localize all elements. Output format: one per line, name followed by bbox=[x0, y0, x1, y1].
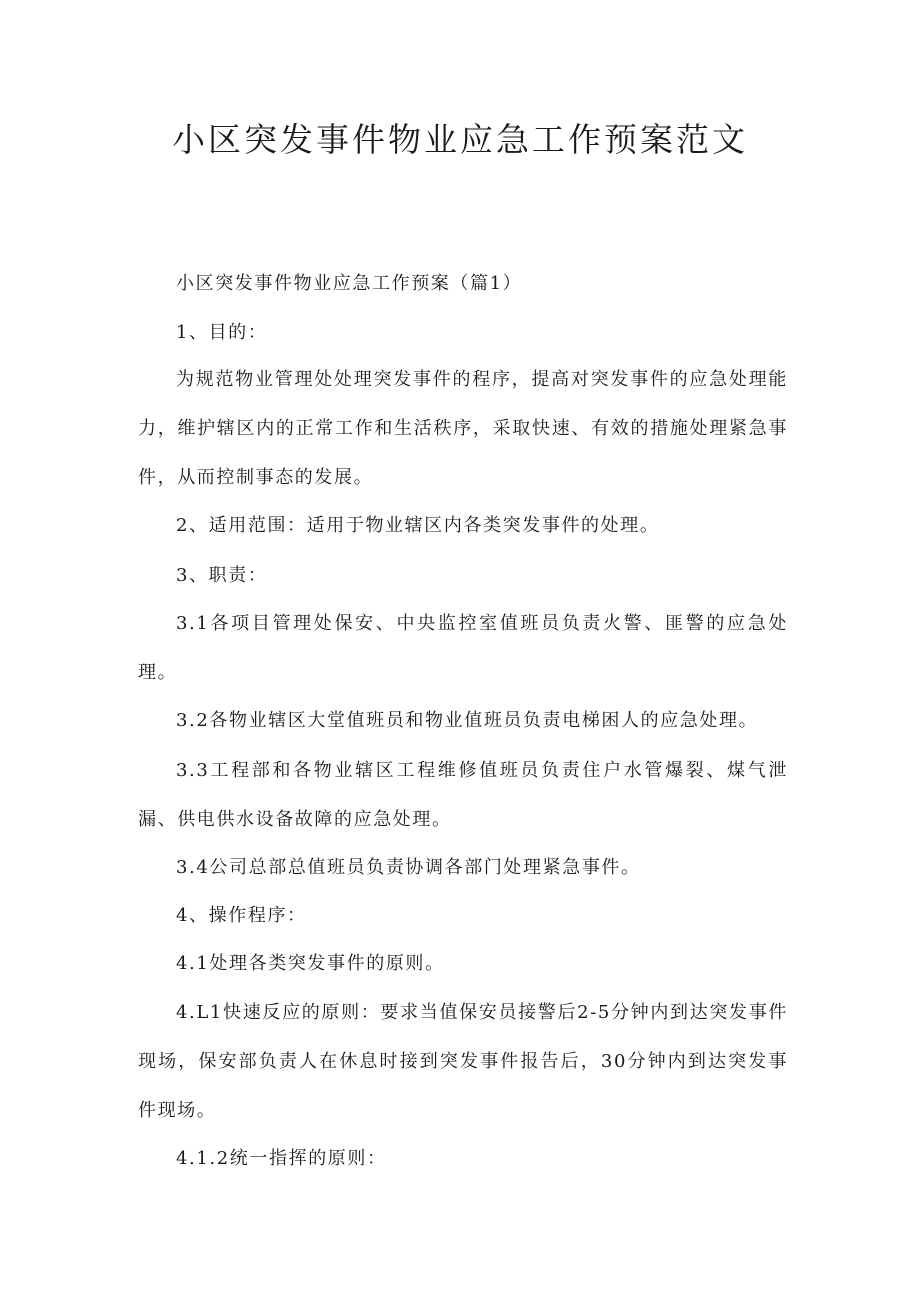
paragraph-duty-3-3: 3.3工程部和各物业辖区工程维修值班员负责住户水管爆裂、煤气泄漏、供电供水设备故障的应急处理。 bbox=[138, 760, 788, 830]
paragraph-scope: 2、适用范围：适用于物业辖区内各类突发事件的处理。 bbox=[176, 515, 660, 536]
paragraph-duty-3-2: 3.2各物业辖区大堂值班员和物业值班员负责电梯困人的应急处理。 bbox=[176, 710, 759, 731]
paragraph-duty-3-1: 3.1各项目管理处保安、中央监控室值班员负责火警、匪警的应急处理。 bbox=[138, 613, 788, 683]
paragraph-purpose-heading: 1、目的： bbox=[176, 322, 268, 343]
paragraph-procedure-heading: 4、操作程序： bbox=[176, 905, 307, 926]
section-heading: 小区突发事件物业应急工作预案（篇1） bbox=[176, 273, 523, 294]
paragraph-duty-3-4: 3.4公司总部总值班员负责协调各部门处理紧急事件。 bbox=[176, 857, 641, 878]
document-title: 小区突发事件物业应急工作预案范文 bbox=[172, 120, 748, 159]
paragraph-4-1: 4.1处理各类突发事件的原则。 bbox=[176, 953, 445, 974]
paragraph-4-1-2: 4.1.2统一指挥的原则： bbox=[176, 1148, 387, 1169]
paragraph-purpose: 为规范物业管理处处理突发事件的程序，提高对突发事件的应急处理能力，维护辖区内的正常工作和生活秩序，采取快速、有效的措施处理紧急事件，从而控制事态的发展。 bbox=[138, 369, 788, 488]
paragraph-duties-heading: 3、职责： bbox=[176, 565, 268, 586]
paragraph-4-1-1: 4.L1快速反应的原则：要求当值保安员接警后2-5分钟内到达突发事件现场，保安部负责人在休息时接到突发事件报告后，30分钟内到达突发事件现场。 bbox=[138, 1002, 788, 1121]
